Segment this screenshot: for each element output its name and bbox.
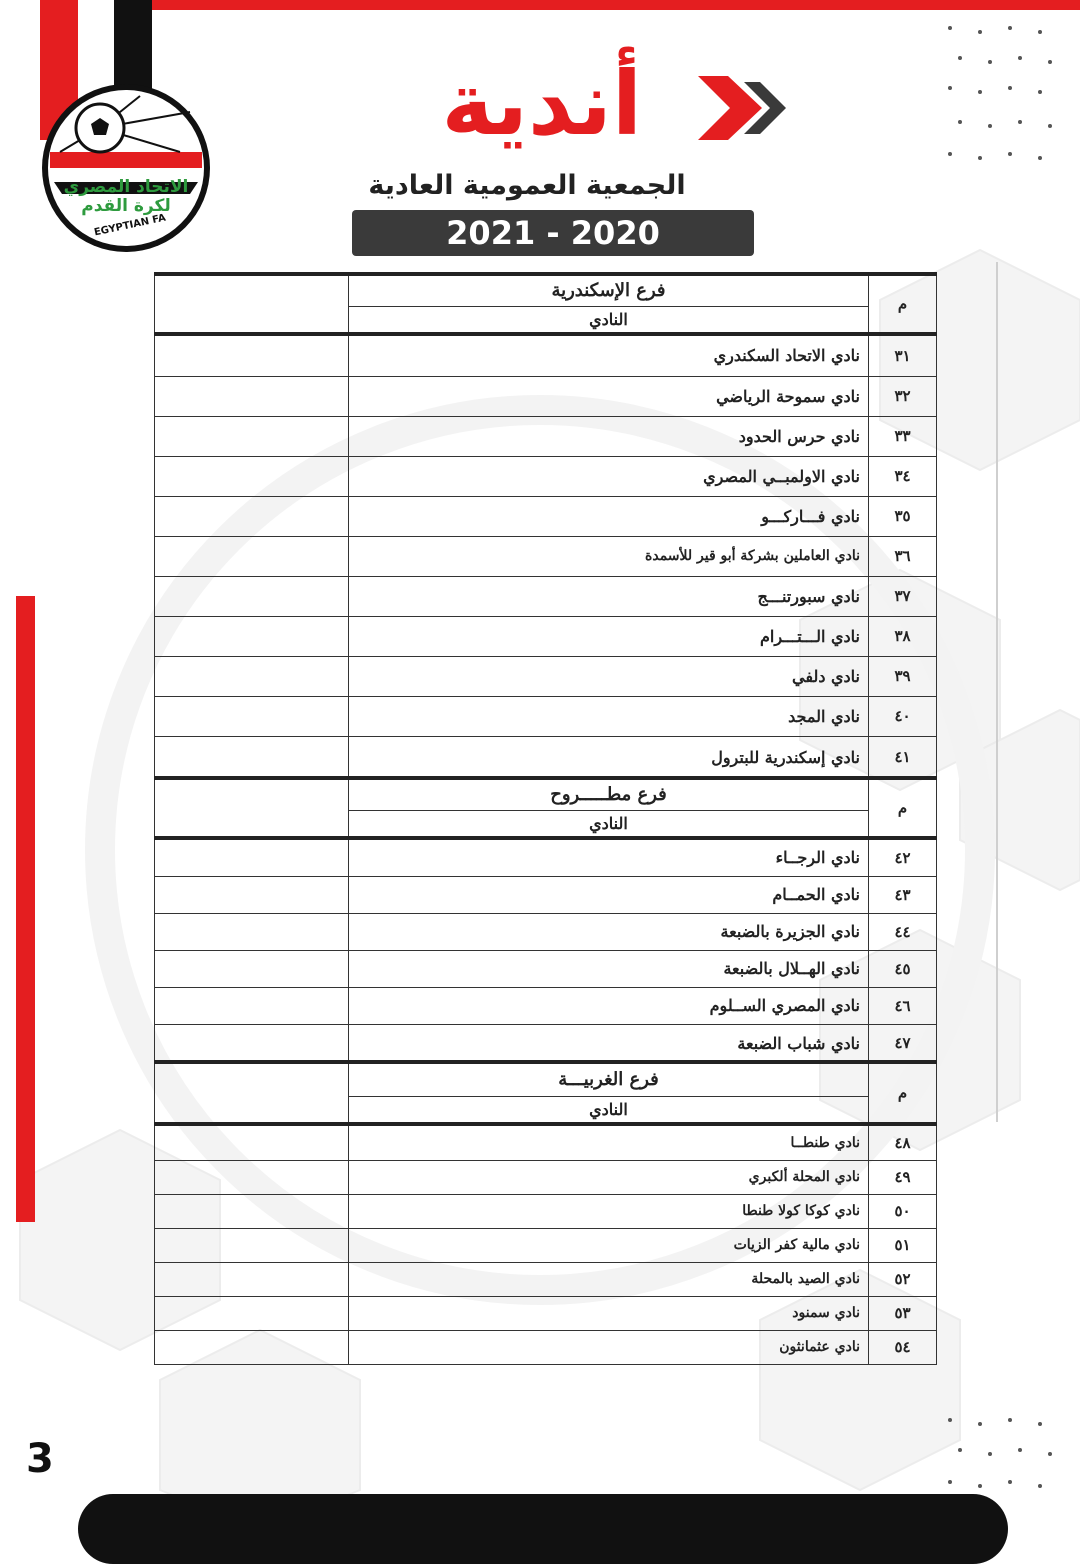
efa-logo <box>40 82 212 254</box>
table-row: ٣٦ نادي العاملين بشركة أبو قير للأسمدة <box>155 536 937 576</box>
table-row: ٣٨ نادي الـــتـــرام <box>155 616 937 656</box>
dots-pattern-bottom <box>940 1410 1070 1500</box>
col-header-num: م <box>869 778 937 838</box>
page-subtitle: الجمعية العمومية العادية <box>368 170 686 201</box>
table-row: ٤٨ نادي طنطــا <box>155 1124 937 1160</box>
right-divider-line <box>996 262 998 1122</box>
page-title: أندية <box>441 52 642 155</box>
table-row: ٥٠ نادي كوكا كولا طنطا <box>155 1194 937 1228</box>
table-row: ٥٣ نادي سمنود <box>155 1296 937 1330</box>
col-header-club: النادي <box>349 1096 869 1124</box>
col-header-num: م <box>869 274 937 334</box>
table-row: ٤٦ نادي المصري الســلوم <box>155 987 937 1024</box>
table-row: ٥٢ نادي الصيد بالمحلة <box>155 1262 937 1296</box>
table-matrouh <box>154 776 937 1063</box>
table-row: ٣٧ نادي سبورتنـــج <box>155 576 937 616</box>
page-number: 3 <box>26 1436 54 1482</box>
table-alexandria <box>154 272 937 779</box>
table-row: ٤٤ نادي الجزيرة بالضبعة <box>155 913 937 950</box>
side-red-bar <box>16 596 35 1222</box>
table-row: ٣٥ نادي فـــاركـــو <box>155 496 937 536</box>
dots-pattern-top <box>940 18 1070 168</box>
table-row: ٣٢ نادي سموحة الرياضي <box>155 376 937 416</box>
table-row: ٤٠ نادي المجد <box>155 696 937 736</box>
table-row: ٤٢ نادي الرجــاء <box>155 838 937 876</box>
table-row: ٥١ نادي مالية كفر الزيات <box>155 1228 937 1262</box>
table-row: ٤١ نادي إسكندرية للبترول <box>155 736 937 778</box>
table-gharbia <box>154 1060 937 1365</box>
table-row: ٥٤ نادي عثمانثون <box>155 1330 937 1364</box>
bottom-black-bar <box>78 1494 1008 1564</box>
logo-name-line1: الاتحاد المصري <box>63 177 189 197</box>
table-row: ٤٣ نادي الحمــام <box>155 876 937 913</box>
col-header-club: النادي <box>349 306 869 334</box>
table-row: ٣٣ نادي حرس الحدود <box>155 416 937 456</box>
table-row: ٣٤ نادي الاولمبــي المصري <box>155 456 937 496</box>
table-row: ٤٩ نادي المحلة ألكبري <box>155 1160 937 1194</box>
double-chevron-icon <box>698 76 810 140</box>
table-row: ٤٥ نادي الهــلال بالضبعة <box>155 950 937 987</box>
table-row: ٣٩ نادي دلفي <box>155 656 937 696</box>
col-header-num: م <box>869 1062 937 1124</box>
branch-title: فرع الإسكندرية <box>349 274 869 306</box>
top-red-bar <box>150 0 1080 10</box>
col-header-club: النادي <box>349 810 869 838</box>
branch-title: فرع مطـــــروح <box>349 778 869 810</box>
logo-name-en: EGYPTIAN FA <box>93 212 167 239</box>
season-banner: 2021 - 2020 <box>352 210 754 256</box>
table-row: ٤٧ نادي شباب الضبعة <box>155 1024 937 1062</box>
table-row: ٣١ نادي الاتحاد السكندري <box>155 334 937 376</box>
logo-name-line2: لكرة القدم <box>81 196 171 216</box>
branch-title: فرع الغربيـــة <box>349 1062 869 1096</box>
